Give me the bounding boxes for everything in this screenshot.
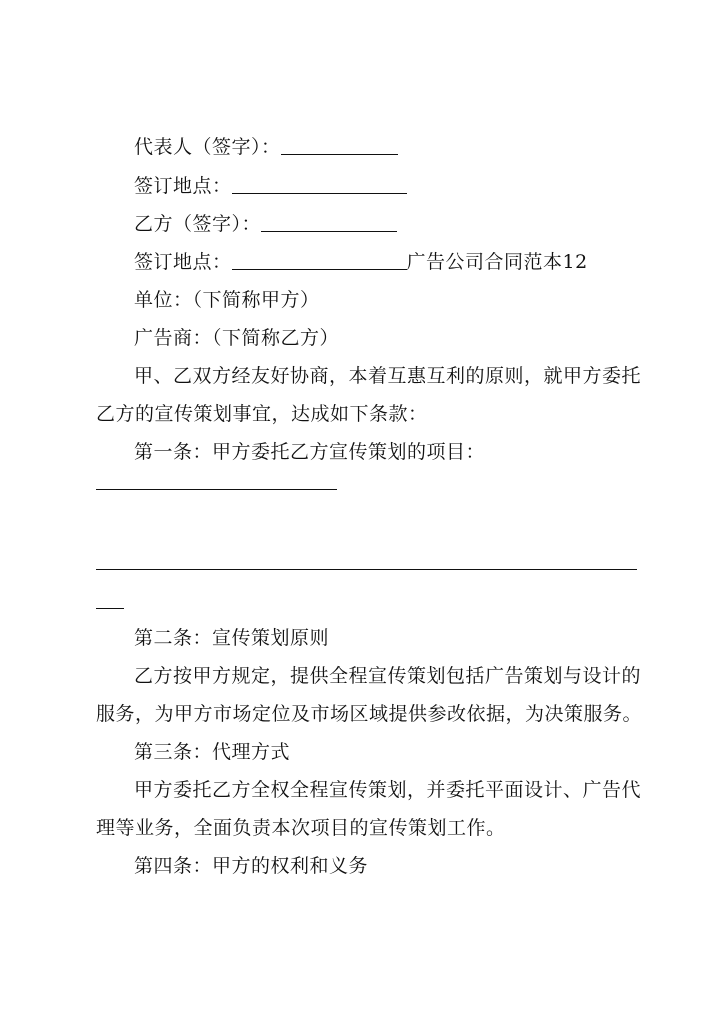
project-blank-line-1 [96, 489, 337, 490]
article-2-text-line-2: 服务，为甲方市场定位及市场区域提供参改依据，为决策服务。 [96, 703, 643, 725]
signing-place-label-1: 签订地点： [134, 175, 232, 197]
project-blank-line-2 [96, 569, 637, 570]
party-b-signature-line [134, 212, 642, 236]
article-3-text-line-2: 理等业务，全面负责本次项目的宣传策划工作。 [96, 817, 506, 839]
intro-paragraph-line-2: 乙方的宣传策划事宜，达成如下条款： [96, 403, 428, 425]
signing-place-line-1 [134, 174, 642, 198]
article-2-text-line-1: 乙方按甲方规定，提供全程宣传策划包括广告策划与设计的 [134, 665, 642, 687]
project-blank-line-3 [96, 608, 124, 609]
party-a-unit-line: 单位：（下简称甲方） [134, 289, 320, 311]
contract-template-heading: 广告公司合同范本12 [406, 251, 588, 273]
article-4-heading: 第四条：甲方的权利和义务 [134, 855, 369, 877]
signing-place-line-2 [134, 250, 642, 274]
article-3-text-line-1: 甲方委托乙方全权全程宣传策划，并委托平面设计、广告代 [134, 779, 642, 801]
article-3-heading: 第三条：代理方式 [134, 741, 291, 763]
representative-signature-line [134, 135, 642, 159]
representative-signature-blank [281, 136, 398, 155]
intro-paragraph-line-1: 甲、乙双方经友好协商，本着互惠互利的原则，就甲方委托 [134, 365, 642, 387]
party-b-signature-blank [261, 213, 397, 232]
article-1-heading: 第一条：甲方委托乙方宣传策划的项目： [134, 441, 486, 463]
signing-place-label-2: 签订地点： [134, 251, 232, 273]
representative-label: 代表人（签字）： [134, 136, 281, 158]
article-2-heading: 第二条：宣传策划原则 [134, 627, 330, 649]
signing-place-blank-1 [232, 175, 407, 194]
signing-place-blank-2 [232, 251, 407, 270]
party-b-signature-label: 乙方（签字）： [134, 213, 262, 235]
advertiser-line: 广告商：（下简称乙方） [134, 327, 340, 349]
